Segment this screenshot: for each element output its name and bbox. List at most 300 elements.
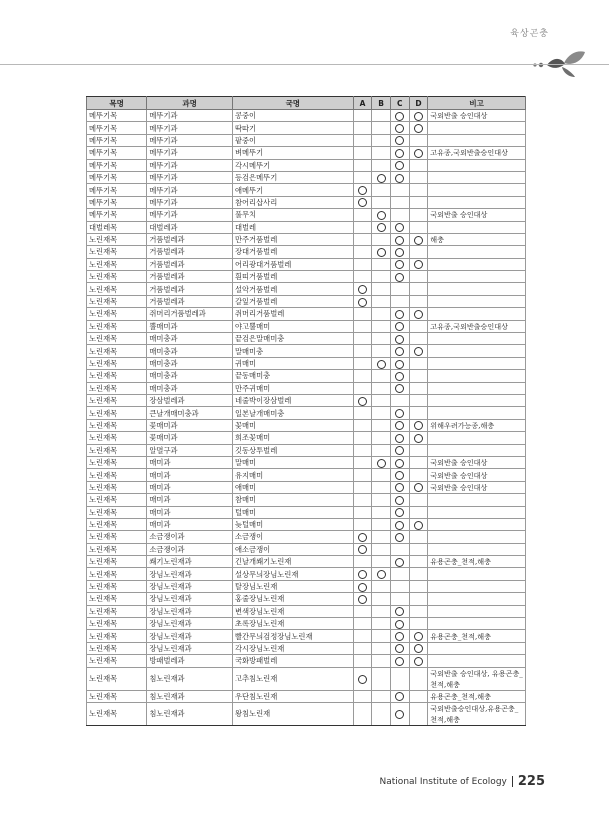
family-cell: 메뚜기과 — [147, 159, 233, 171]
b-cell — [372, 593, 391, 605]
d-cell — [409, 469, 428, 481]
c-cell — [390, 593, 409, 605]
name-cell: 장대거품벌레 — [232, 246, 353, 258]
d-cell — [409, 333, 428, 345]
order-cell: 노린재목 — [87, 690, 147, 702]
family-cell: 장님노린재과 — [147, 568, 233, 580]
check-circle-icon — [395, 710, 404, 719]
family-cell: 매미충과 — [147, 345, 233, 357]
order-cell: 노린재목 — [87, 456, 147, 468]
d-cell — [409, 394, 428, 406]
b-cell — [372, 271, 391, 283]
c-cell — [390, 171, 409, 183]
order-cell: 노린재목 — [87, 419, 147, 431]
name-cell: 등검은메뚜기 — [232, 171, 353, 183]
d-cell — [409, 271, 428, 283]
note-cell — [428, 593, 526, 605]
b-cell — [372, 370, 391, 382]
note-cell — [428, 444, 526, 456]
table-header-row — [87, 97, 526, 110]
check-circle-icon — [395, 260, 404, 269]
name-cell: 애매미 — [232, 481, 353, 493]
c-cell — [390, 702, 409, 725]
order-cell: 노린재목 — [87, 655, 147, 667]
name-cell: 희조꽃매미 — [232, 432, 353, 444]
c-cell — [390, 407, 409, 419]
b-cell — [372, 171, 391, 183]
check-circle-icon — [395, 335, 404, 344]
table-row — [87, 630, 526, 642]
a-cell — [353, 568, 372, 580]
check-circle-icon — [395, 446, 404, 455]
a-cell — [353, 556, 372, 568]
family-cell: 매미과 — [147, 456, 233, 468]
family-cell: 매미과 — [147, 481, 233, 493]
d-cell — [409, 593, 428, 605]
note-cell — [428, 134, 526, 146]
note-cell — [428, 605, 526, 617]
table-row — [87, 233, 526, 245]
check-circle-icon — [414, 112, 423, 121]
family-cell: 거품벌레과 — [147, 258, 233, 270]
note-cell — [428, 345, 526, 357]
b-cell — [372, 556, 391, 568]
check-circle-icon — [395, 632, 404, 641]
note-cell — [428, 196, 526, 208]
family-cell: 소금쟁이과 — [147, 543, 233, 555]
order-cell: 메뚜기목 — [87, 196, 147, 208]
table-row — [87, 184, 526, 196]
note-cell — [428, 394, 526, 406]
order-cell: 노린재목 — [87, 407, 147, 419]
table-row — [87, 642, 526, 654]
c-cell — [390, 295, 409, 307]
name-cell: 흰띠거품벌레 — [232, 271, 353, 283]
a-cell — [353, 320, 372, 332]
d-cell — [409, 444, 428, 456]
check-circle-icon — [358, 186, 367, 195]
name-cell: 벼메뚜기 — [232, 147, 353, 159]
check-circle-icon — [377, 223, 386, 232]
d-cell — [409, 407, 428, 419]
family-cell: 매미충과 — [147, 333, 233, 345]
family-cell: 대벌레과 — [147, 221, 233, 233]
c-cell — [390, 357, 409, 369]
note-cell — [428, 568, 526, 580]
family-cell: 장님노린재과 — [147, 618, 233, 630]
b-cell — [372, 580, 391, 592]
check-circle-icon — [395, 174, 404, 183]
check-circle-icon — [395, 161, 404, 170]
order-cell: 노린재목 — [87, 258, 147, 270]
check-circle-icon — [414, 260, 423, 269]
note-cell — [428, 271, 526, 283]
check-circle-icon — [377, 248, 386, 257]
family-cell: 거품벌레과 — [147, 246, 233, 258]
d-cell — [409, 518, 428, 530]
a-cell — [353, 630, 372, 642]
check-circle-icon — [414, 310, 423, 319]
check-circle-icon — [414, 644, 423, 653]
order-cell: 메뚜기목 — [87, 110, 147, 122]
table-row — [87, 481, 526, 493]
b-cell — [372, 432, 391, 444]
d-cell — [409, 556, 428, 568]
d-cell — [409, 209, 428, 221]
table-row — [87, 196, 526, 208]
order-cell: 노린재목 — [87, 618, 147, 630]
b-cell — [372, 209, 391, 221]
check-circle-icon — [395, 644, 404, 653]
a-cell — [353, 605, 372, 617]
name-cell: 네줄박이장삼벌레 — [232, 394, 353, 406]
table-row — [87, 494, 526, 506]
family-cell: 메뚜기과 — [147, 110, 233, 122]
check-circle-icon — [358, 198, 367, 207]
b-cell — [372, 690, 391, 702]
c-cell — [390, 147, 409, 159]
name-cell: 끝동매미충 — [232, 370, 353, 382]
family-cell: 침노린재과 — [147, 702, 233, 725]
name-cell: 고추침노린재 — [232, 667, 353, 690]
d-cell — [409, 147, 428, 159]
family-cell: 장님노린재과 — [147, 605, 233, 617]
note-cell: 국외반출 승인대상 — [428, 481, 526, 493]
order-cell: 노린재목 — [87, 642, 147, 654]
a-cell — [353, 580, 372, 592]
d-cell — [409, 481, 428, 493]
header-order: 목명 — [87, 97, 147, 110]
a-cell — [353, 258, 372, 270]
check-circle-icon — [395, 508, 404, 517]
c-cell — [390, 196, 409, 208]
name-cell: 딱따기 — [232, 122, 353, 134]
b-cell — [372, 469, 391, 481]
name-cell: 귀매미 — [232, 357, 353, 369]
order-cell: 노린재목 — [87, 556, 147, 568]
check-circle-icon — [395, 471, 404, 480]
note-cell — [428, 258, 526, 270]
table-row — [87, 444, 526, 456]
b-cell — [372, 419, 391, 431]
a-cell — [353, 543, 372, 555]
check-circle-icon — [414, 434, 423, 443]
family-cell: 매미과 — [147, 469, 233, 481]
check-circle-icon — [395, 533, 404, 542]
name-cell: 초록장님노린재 — [232, 618, 353, 630]
table-row — [87, 382, 526, 394]
family-cell: 쥐머리거품벌레과 — [147, 308, 233, 320]
c-cell — [390, 655, 409, 667]
b-cell — [372, 333, 391, 345]
name-cell: 일본날개매미충 — [232, 407, 353, 419]
note-cell — [428, 357, 526, 369]
order-cell: 대벌레목 — [87, 221, 147, 233]
d-cell — [409, 580, 428, 592]
name-cell: 만주거품벌레 — [232, 233, 353, 245]
c-cell — [390, 258, 409, 270]
order-cell: 노린재목 — [87, 345, 147, 357]
check-circle-icon — [395, 112, 404, 121]
note-cell — [428, 618, 526, 630]
a-cell — [353, 690, 372, 702]
order-cell: 노린재목 — [87, 295, 147, 307]
c-cell — [390, 419, 409, 431]
page-footer — [380, 774, 545, 789]
name-cell: 팥중이 — [232, 134, 353, 146]
note-cell: 국외반출승인대상,유용곤충_천적,해충 — [428, 702, 526, 725]
note-cell — [428, 122, 526, 134]
note-cell: 국외반출 승인대상 — [428, 209, 526, 221]
table-row — [87, 407, 526, 419]
footer-separator — [512, 776, 513, 787]
b-cell — [372, 320, 391, 332]
a-cell — [353, 469, 372, 481]
check-circle-icon — [414, 236, 423, 245]
family-cell: 매미과 — [147, 518, 233, 530]
family-cell: 방패벌레과 — [147, 655, 233, 667]
table-row — [87, 258, 526, 270]
table-row — [87, 394, 526, 406]
order-cell: 노린재목 — [87, 568, 147, 580]
table-row — [87, 122, 526, 134]
note-cell: 고유종,국외반출승인대상 — [428, 147, 526, 159]
c-cell — [390, 122, 409, 134]
check-circle-icon — [414, 657, 423, 666]
check-circle-icon — [414, 632, 423, 641]
d-cell — [409, 171, 428, 183]
a-cell — [353, 246, 372, 258]
b-cell — [372, 531, 391, 543]
family-cell: 꽃매미과 — [147, 419, 233, 431]
d-cell — [409, 605, 428, 617]
check-circle-icon — [395, 384, 404, 393]
check-circle-icon — [377, 211, 386, 220]
b-cell — [372, 283, 391, 295]
b-cell — [372, 655, 391, 667]
note-cell — [428, 543, 526, 555]
name-cell: 참어리삽사리 — [232, 196, 353, 208]
note-cell: 고유종,국외반출승인대상 — [428, 320, 526, 332]
check-circle-icon — [395, 236, 404, 245]
order-cell: 노린재목 — [87, 357, 147, 369]
order-cell: 메뚜기목 — [87, 209, 147, 221]
d-cell — [409, 370, 428, 382]
check-circle-icon — [358, 285, 367, 294]
name-cell: 우단침노린재 — [232, 690, 353, 702]
order-cell: 노린재목 — [87, 481, 147, 493]
d-cell — [409, 110, 428, 122]
d-cell — [409, 531, 428, 543]
order-cell: 메뚜기목 — [87, 134, 147, 146]
family-cell: 메뚜기과 — [147, 196, 233, 208]
b-cell — [372, 642, 391, 654]
c-cell — [390, 432, 409, 444]
c-cell — [390, 630, 409, 642]
note-cell — [428, 518, 526, 530]
a-cell — [353, 357, 372, 369]
c-cell — [390, 110, 409, 122]
note-cell — [428, 246, 526, 258]
header-a: A — [353, 97, 372, 110]
name-cell: 말매미 — [232, 456, 353, 468]
a-cell — [353, 456, 372, 468]
c-cell — [390, 320, 409, 332]
order-cell: 노린재목 — [87, 531, 147, 543]
order-cell: 노린재목 — [87, 605, 147, 617]
name-cell: 빨간무늬검정장님노린재 — [232, 630, 353, 642]
note-cell — [428, 580, 526, 592]
b-cell — [372, 233, 391, 245]
a-cell — [353, 196, 372, 208]
note-cell — [428, 494, 526, 506]
header-d: D — [409, 97, 428, 110]
order-cell: 메뚜기목 — [87, 171, 147, 183]
check-circle-icon — [395, 692, 404, 701]
note-cell — [428, 295, 526, 307]
d-cell — [409, 690, 428, 702]
species-table — [86, 96, 526, 726]
b-cell — [372, 110, 391, 122]
note-cell — [428, 283, 526, 295]
family-cell: 소금쟁이과 — [147, 531, 233, 543]
name-cell: 만주귀매미 — [232, 382, 353, 394]
a-cell — [353, 333, 372, 345]
table-row — [87, 618, 526, 630]
note-cell — [428, 184, 526, 196]
b-cell — [372, 518, 391, 530]
order-cell: 노린재목 — [87, 320, 147, 332]
check-circle-icon — [395, 322, 404, 331]
table-row — [87, 134, 526, 146]
table-row — [87, 295, 526, 307]
check-circle-icon — [395, 496, 404, 505]
b-cell — [372, 481, 391, 493]
d-cell — [409, 345, 428, 357]
family-cell: 매미과 — [147, 494, 233, 506]
note-cell — [428, 159, 526, 171]
header-rule — [0, 64, 609, 65]
order-cell: 노린재목 — [87, 246, 147, 258]
c-cell — [390, 456, 409, 468]
check-circle-icon — [395, 558, 404, 567]
name-cell: 늦털매미 — [232, 518, 353, 530]
check-circle-icon — [395, 483, 404, 492]
family-cell: 메뚜기과 — [147, 147, 233, 159]
table-row — [87, 543, 526, 555]
name-cell: 털매미 — [232, 506, 353, 518]
table-row — [87, 320, 526, 332]
c-cell — [390, 444, 409, 456]
c-cell — [390, 233, 409, 245]
check-circle-icon — [377, 570, 386, 579]
d-cell — [409, 283, 428, 295]
table-row — [87, 110, 526, 122]
c-cell — [390, 556, 409, 568]
table-row — [87, 209, 526, 221]
note-cell — [428, 308, 526, 320]
check-circle-icon — [395, 657, 404, 666]
a-cell — [353, 221, 372, 233]
table-row — [87, 593, 526, 605]
check-circle-icon — [358, 533, 367, 542]
b-cell — [372, 134, 391, 146]
order-cell: 노린재목 — [87, 469, 147, 481]
d-cell — [409, 568, 428, 580]
d-cell — [409, 357, 428, 369]
table-row — [87, 531, 526, 543]
b-cell — [372, 618, 391, 630]
a-cell — [353, 481, 372, 493]
c-cell — [390, 221, 409, 233]
d-cell — [409, 159, 428, 171]
a-cell — [353, 444, 372, 456]
c-cell — [390, 605, 409, 617]
d-cell — [409, 702, 428, 725]
order-cell: 노린재목 — [87, 271, 147, 283]
c-cell — [390, 209, 409, 221]
d-cell — [409, 494, 428, 506]
family-cell: 거품벌레과 — [147, 283, 233, 295]
check-circle-icon — [358, 570, 367, 579]
d-cell — [409, 506, 428, 518]
family-cell: 꽃매미과 — [147, 432, 233, 444]
b-cell — [372, 456, 391, 468]
a-cell — [353, 233, 372, 245]
table-row — [87, 605, 526, 617]
note-cell — [428, 531, 526, 543]
note-cell: 위해우려가능종,해충 — [428, 419, 526, 431]
a-cell — [353, 184, 372, 196]
check-circle-icon — [377, 459, 386, 468]
c-cell — [390, 531, 409, 543]
check-circle-icon — [395, 248, 404, 257]
family-cell: 거품벌레과 — [147, 233, 233, 245]
table-row — [87, 271, 526, 283]
name-cell: 설상무늬장님노린재 — [232, 568, 353, 580]
b-cell — [372, 221, 391, 233]
table-row — [87, 655, 526, 667]
a-cell — [353, 382, 372, 394]
name-cell: 변색장님노린재 — [232, 605, 353, 617]
name-cell: 끝검은말매미충 — [232, 333, 353, 345]
order-cell: 노린재목 — [87, 308, 147, 320]
table-row — [87, 580, 526, 592]
b-cell — [372, 308, 391, 320]
note-cell — [428, 432, 526, 444]
header-c: C — [390, 97, 409, 110]
a-cell — [353, 618, 372, 630]
table-row — [87, 246, 526, 258]
c-cell — [390, 667, 409, 690]
note-cell — [428, 655, 526, 667]
check-circle-icon — [395, 459, 404, 468]
check-circle-icon — [395, 124, 404, 133]
c-cell — [390, 308, 409, 320]
c-cell — [390, 642, 409, 654]
d-cell — [409, 630, 428, 642]
b-cell — [372, 295, 391, 307]
name-cell: 야고뿔매미 — [232, 320, 353, 332]
name-cell: 왕침노린재 — [232, 702, 353, 725]
a-cell — [353, 147, 372, 159]
d-cell — [409, 184, 428, 196]
table-row — [87, 506, 526, 518]
table-row — [87, 432, 526, 444]
table-row — [87, 221, 526, 233]
a-cell — [353, 122, 372, 134]
name-cell: 풀무치 — [232, 209, 353, 221]
